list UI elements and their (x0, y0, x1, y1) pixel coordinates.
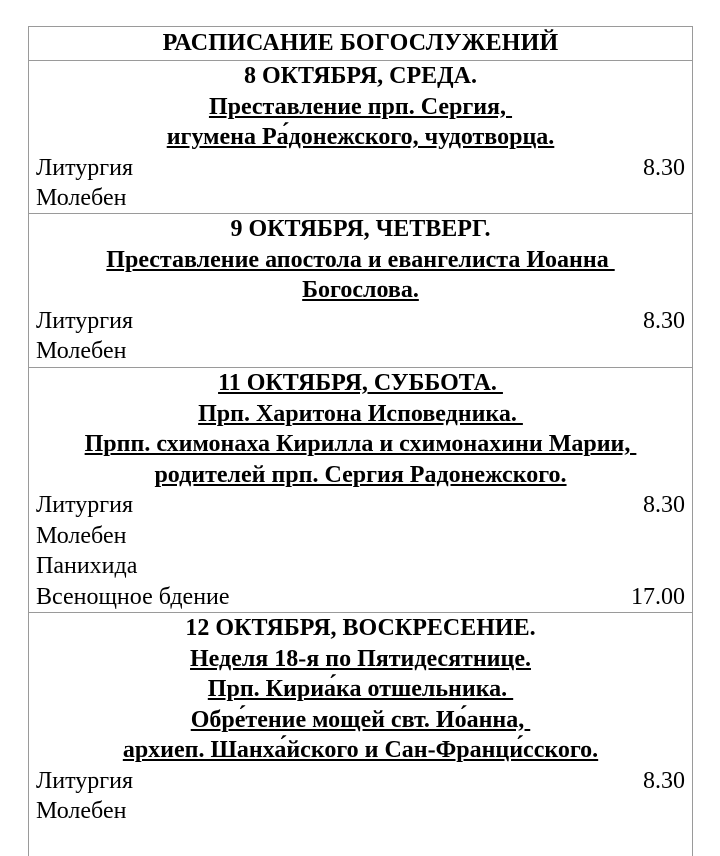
day-date (36, 214, 685, 245)
day-section (29, 214, 692, 368)
service-row (36, 306, 685, 337)
feast-line (36, 735, 685, 766)
service-name: Молебен (36, 798, 127, 824)
service-name: Литургия (36, 492, 134, 518)
day-date-text: 8 ОКТЯБРЯ, СРЕДА. (243, 63, 477, 89)
feast-line (36, 245, 685, 276)
feast-text: игумена Ра́донежского, чудотворца. (166, 124, 555, 150)
schedule-table (28, 26, 693, 856)
feast-line (36, 122, 685, 153)
schedule-title: РАСПИСАНИЕ БОГОСЛУЖЕНИЙ (29, 27, 692, 61)
feast-line (36, 460, 685, 491)
service-name: Литургия (36, 767, 134, 794)
service-name: Литургия (36, 307, 134, 334)
feast-text: Обре́тение мощей свт. Ио́анна, (190, 706, 531, 733)
day-date-text: 11 ОКТЯБРЯ, СУББОТА. (218, 370, 503, 396)
service-time: 8.30 (643, 492, 685, 518)
day-date (36, 613, 685, 644)
service-row (36, 521, 685, 552)
service-name: Всенощное бдение (36, 583, 230, 610)
service-row (36, 766, 685, 797)
feast-line (36, 644, 685, 675)
service-row (36, 796, 685, 827)
feast-line (36, 705, 685, 736)
feast-text: Богослова. (302, 277, 419, 303)
feast-line (36, 399, 685, 430)
service-time: 17.00 (631, 583, 685, 610)
service-row (36, 551, 685, 582)
day-date (36, 61, 685, 92)
day-section (29, 613, 692, 843)
feast-line (36, 275, 685, 306)
service-name: Молебен (36, 185, 127, 211)
service-name: Молебен (36, 522, 127, 549)
service-name: Панихида (36, 553, 138, 579)
feast-text: родителей прп. Сергия Радонежского. (154, 461, 567, 488)
service-row (36, 153, 685, 184)
feast-text: Прп. Кириа́ка отшельника. (207, 676, 514, 702)
feast-text: Прпп. схимонаха Кирилла и схимонахини Марии, (84, 431, 637, 457)
feast-text: архиеп. Шанха́йского и Сан-Франци́сского. (122, 737, 599, 763)
service-name: Молебен (36, 338, 127, 364)
day-date-text: 9 ОКТЯБРЯ, ЧЕТВЕРГ. (230, 216, 491, 242)
service-time: 8.30 (643, 307, 685, 334)
service-row (36, 183, 685, 214)
feast-text: Прп. Харитона Исповедника. (198, 400, 523, 427)
service-name: Литургия (36, 154, 134, 181)
feast-text: Преставление прп. Сергия, (208, 93, 513, 120)
service-row (36, 582, 685, 613)
day-section (29, 61, 692, 214)
service-time: 8.30 (643, 154, 685, 181)
service-row (36, 336, 685, 367)
feast-line (36, 429, 685, 460)
service-time: 8.30 (643, 767, 685, 794)
feast-text: Неделя 18-я по Пятидесятнице. (190, 645, 531, 672)
service-row (36, 490, 685, 521)
feast-line (36, 92, 685, 123)
feast-line (36, 674, 685, 705)
day-date (36, 368, 685, 399)
feast-text: Преставление апостола и евангелиста Иоанна (106, 246, 615, 273)
day-section (29, 368, 692, 613)
day-date-text: 12 ОКТЯБРЯ, ВОСКРЕСЕНИЕ. (185, 615, 536, 641)
